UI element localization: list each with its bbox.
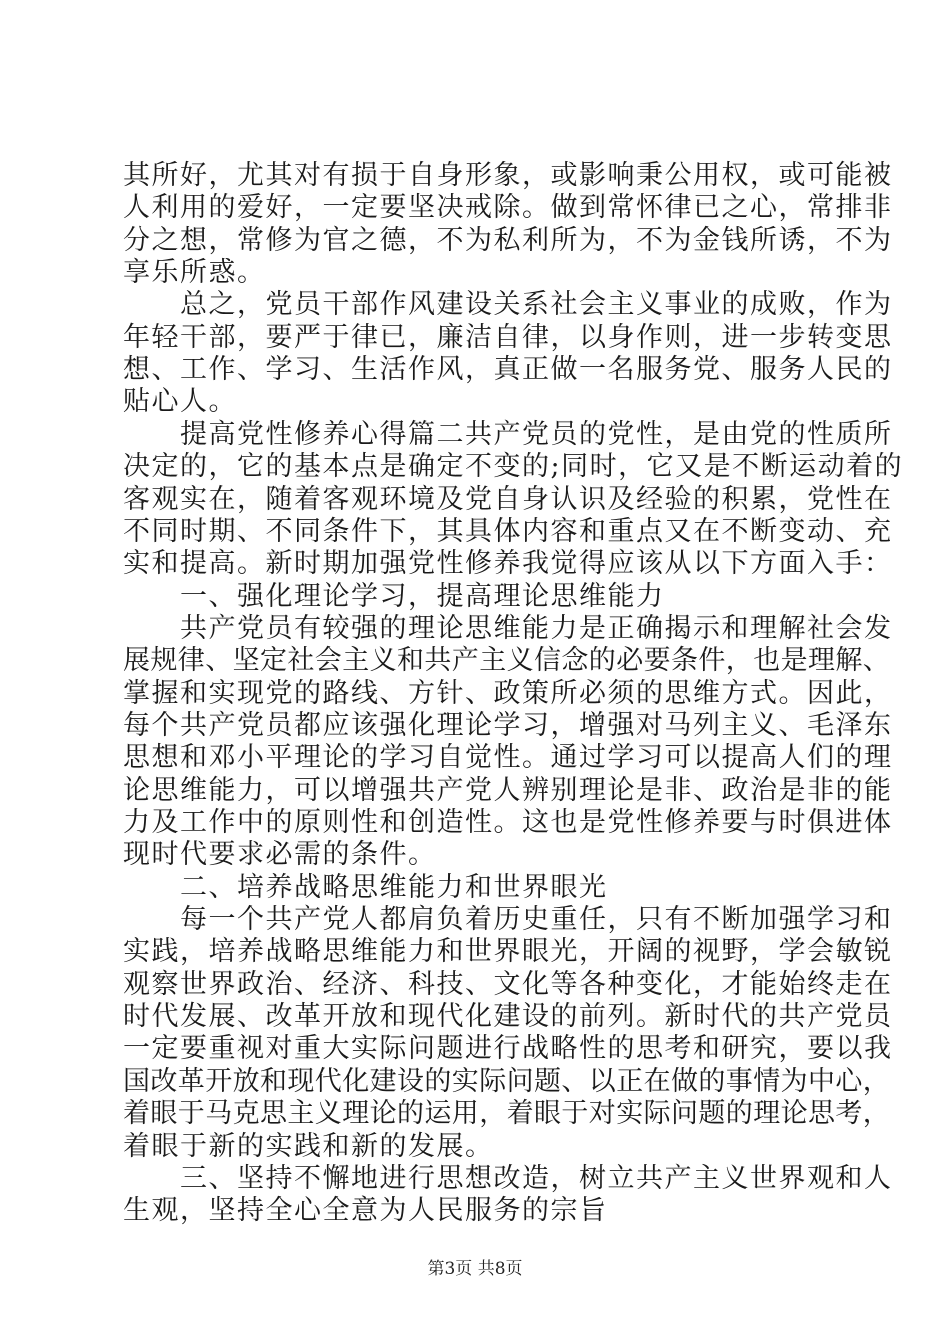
text-line: 一、强化理论学习，提高理论思维能力 [123, 580, 665, 612]
text-line: 展规律、坚定社会主义和共产主义信念的必要条件，也是理解、 [123, 645, 891, 677]
text-line: 决定的，它的基本点是确定不变的;同时，它又是不断运动着的 [123, 451, 904, 483]
text-line: 年轻干部，要严于律已，廉洁自律，以身作则，进一步转变思 [123, 321, 893, 353]
text-line: 享乐所惑。 [123, 257, 266, 289]
text-line: 着眼于马克思主义理论的运用，着眼于对实际问题的理论思考， [123, 1098, 891, 1130]
text-line: 贴心人。 [123, 386, 237, 418]
text-line: 一定要重视对重大实际问题进行战略性的思考和研究，要以我 [123, 1033, 893, 1065]
text-line: 力及工作中的原则性和创造性。这也是党性修养要与时俱进体 [123, 807, 893, 838]
text-line: 观察世界政治、经济、科技、文化等各种变化，才能始终走在 [123, 968, 893, 1000]
page-footer: 第3页 共8页 [427, 1259, 523, 1279]
text-line: 不同时期、不同条件下，其具体内容和重点又在不断变动、充 [123, 515, 893, 547]
text-line: 每一个共产党人都肩负着历史重任，只有不断加强学习和 [123, 904, 893, 936]
text-line: 客观实在，随着客观环境及党自身认识及经验的积累，党性在 [123, 483, 893, 515]
text-line: 三、坚持不懈地进行思想改造，树立共产主义世界观和人 [123, 1162, 893, 1194]
text-line: 生观，坚持全心全意为人民服务的宗旨 [123, 1195, 608, 1227]
text-line: 掌握和实现党的路线、方针、政策所必须的思维方式。因此， [123, 677, 893, 709]
text-line: 实和提高。新时期加强党性修养我觉得应该从以下方面入手： [123, 548, 893, 580]
text-line: 每个共产党员都应该强化理论学习，增强对马列主义、毛泽东 [123, 709, 893, 741]
text-line: 总之，党员干部作风建设关系社会主义事业的成败，作为 [123, 289, 893, 321]
text-line: 着眼于新的实践和新的发展。 [123, 1130, 494, 1162]
text-line: 提高党性修养心得篇二共产党员的党性，是由党的性质所 [123, 418, 893, 450]
text-line: 实践，培养战略思维能力和世界眼光，开阔的视野，学会敏锐 [123, 936, 893, 968]
text-line: 论思维能力，可以增强共产党人辨别理论是非、政治是非的能 [123, 774, 893, 806]
text-line: 国改革开放和现代化建设的实际问题、以正在做的事情为中心， [123, 1065, 891, 1097]
text-line: 时代发展、改革开放和现代化建设的前列。新时代的共产党员 [123, 1001, 893, 1033]
text-line: 思想和邓小平理论的学习自觉性。通过学习可以提高人们的理 [123, 742, 893, 774]
text-line: 共产党员有较强的理论思维能力是正确揭示和理解社会发 [123, 612, 893, 644]
text-line: 现时代要求必需的条件。 [123, 839, 437, 871]
text-line: 二、培养战略思维能力和世界眼光 [123, 871, 608, 903]
text-line: 其所好，尤其对有损于自身形象，或影响秉公用权，或可能被 [123, 160, 893, 191]
text-line: 想、工作、学习、生活作风，真正做一名服务党、服务人民的 [123, 354, 893, 386]
text-line: 人利用的爱好，一定要坚决戒除。做到常怀律已之心，常排非 [123, 192, 893, 224]
text-line: 分之想，常修为官之德，不为私利所为，不为金钱所诱，不为 [123, 224, 893, 256]
